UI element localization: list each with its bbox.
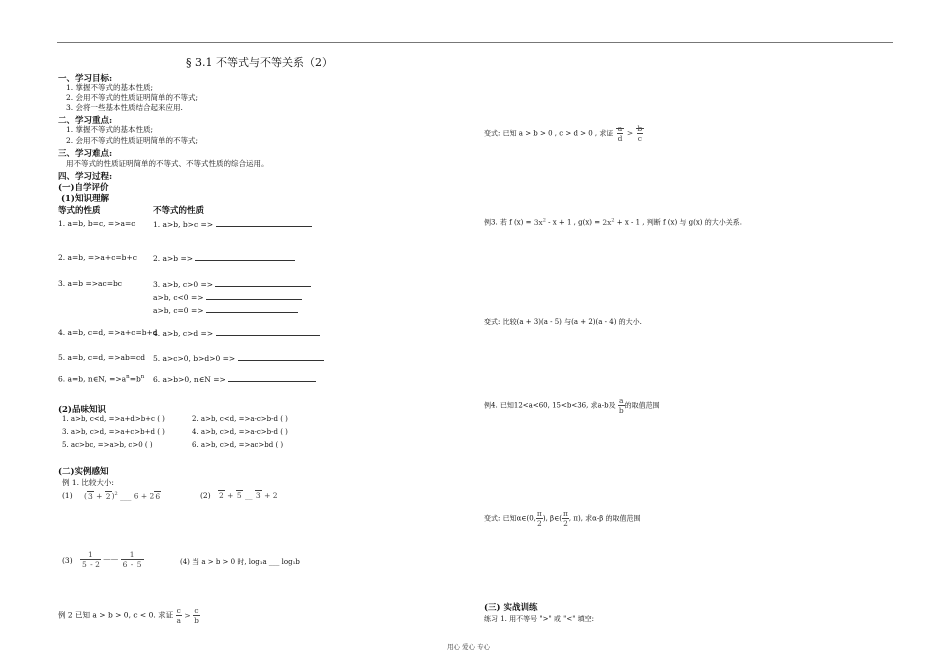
question-2-label: (2)	[200, 491, 211, 500]
variant-3: 变式: 已知α∈(0, $\frac{\pi}{2}$ ), β∈( $\frac{\pi}{2}$ , π), 求α-β 的取值范围	[484, 509, 641, 528]
inequality-property: 2. a>b =>	[153, 253, 295, 263]
answer-blank[interactable]	[206, 292, 302, 300]
variant-1: 变式: 已知 a > b > 0 , c > d > 0 , 求证 $\frac{a}{d}$ > $\frac{b}{c}$	[484, 124, 643, 143]
judge-item: 4. a>b, c>d, =>a-c>b-d ( )	[192, 428, 288, 436]
answer-blank[interactable]	[216, 219, 312, 227]
judge-item: 1. a>b, c<d, =>a+d>b+c ( )	[62, 415, 165, 423]
question-4: (4) 当 a > b > 0 时, log₁a ___ log₁b	[180, 558, 300, 566]
focus-heading: 二、学习重点:	[58, 116, 113, 126]
goals-item: 2. 会用不等式的性质证明简单的不等式;	[66, 93, 199, 102]
practice-heading: (三) 实战训练	[484, 603, 538, 613]
equality-property: 6. a=b, n∈N, $=>a^n=b^n$	[58, 374, 145, 384]
page-title: § 3.1 不等式与不等关系（2）	[186, 56, 333, 69]
answer-blank[interactable]	[216, 328, 320, 336]
variant-2: 变式: 比较(a + 3)(a - 5) 与(a + 2)(a - 4) 的大小.	[484, 318, 642, 326]
page-footer: 用心 爱心 专心	[447, 643, 491, 651]
judge-item: 3. a>b, c>d, =>a+c>b+d ( )	[62, 428, 165, 436]
inequality-property: a>b, c=0 =>	[153, 305, 298, 315]
answer-blank[interactable]	[238, 353, 324, 361]
question-1-label: (1)	[62, 491, 73, 500]
equality-property: 3. a=b =>ac=bc	[58, 279, 123, 288]
example-1: 例 1. 比较大小:	[62, 478, 114, 487]
goals-item: 1. 掌握不等式的基本性质;	[66, 83, 154, 92]
judge-item: 6. a>b, c>d, =>ac>bd ( )	[192, 441, 284, 449]
answer-blank[interactable]	[215, 279, 311, 287]
example-2: 例 2 已知 a > b > 0, c < 0. 求证 $\frac{c}{a}$ > $\frac{c}{b}$	[58, 606, 199, 625]
inequality-property: 5. a>c>0, b>d>0 =>	[153, 353, 324, 363]
equality-property: 1. a=b, b=c, =>a=c	[58, 219, 136, 228]
question-3-label: (3)	[62, 556, 73, 565]
judge-item: 2. a>b, c<d, =>a-c>b-d ( )	[192, 415, 288, 423]
example-4: 例4. 已知12<a<60, 15<b<36, 求a-b及 $\frac{a}{b}$ 的取值范围	[484, 396, 660, 415]
focus-item: 1. 掌握不等式的基本性质;	[66, 125, 154, 134]
taste-heading: (2)品味知识	[58, 405, 106, 415]
knowledge-heading: (1)知识理解	[61, 194, 109, 204]
answer-blank[interactable]	[206, 305, 298, 313]
goals-item: 3. 会将一些基本性质结合起来应用.	[66, 103, 183, 112]
equality-property: 2. a=b, =>a+c=b+c	[58, 253, 137, 262]
example-3: 例3. 若 f $(x) = 3x^2 - x + 1$ , $g(x) = 2x^2 + x - 1$ , 判断 f (x) 与 g(x) 的大小关系.	[484, 217, 742, 227]
inequality-property: 6. a>b>0, n∈N =>	[153, 374, 316, 384]
examples-heading: (二)实例感知	[58, 467, 109, 477]
answer-blank[interactable]	[228, 374, 316, 382]
answer-blank[interactable]	[195, 253, 295, 261]
question-2-expression: 2 + 5 __ 3 + 2	[219, 491, 278, 500]
inequality-property: a>b, c<0 =>	[153, 292, 302, 302]
judge-item: 5. ac>bc, =>a>b, c>0 ( )	[62, 441, 153, 449]
question-3-expression: $\frac{1}{5 - 2}$ —— $\frac{1}{6 - 5}$	[82, 550, 142, 569]
difficulty-heading: 三、学习难点:	[58, 149, 113, 159]
top-rule	[57, 42, 893, 43]
inequality-property: 4. a>b, c>d =>	[153, 328, 320, 338]
equality-property: 4. a=b, c=d, =>a+c=b+d	[58, 328, 158, 337]
difficulty-text: 用不等式的性质证明简单的不等式、不等式性质的综合运用。	[66, 159, 269, 168]
equality-column-heading: 等式的性质	[58, 206, 101, 216]
inequality-property: 3. a>b, c>0 =>	[153, 279, 311, 289]
inequality-property: 1. a>b, b>c =>	[153, 219, 312, 229]
process-heading: 四、学习过程:	[58, 172, 113, 182]
focus-item: 2. 会用不等式的性质证明简单的不等式;	[66, 136, 199, 145]
inequality-column-heading: 不等式的性质	[153, 206, 205, 216]
goals-heading: 一、学习目标:	[58, 74, 113, 84]
question-1-expression: $(3 + 2)^2$ ___ 6 + 26	[84, 491, 161, 501]
practice-1: 练习 1. 用不等号 ">" 或 "<" 填空:	[484, 615, 594, 623]
self-eval-heading: (一)自学评价	[58, 183, 109, 193]
equality-property: 5. a=b, c=d, =>ab=cd	[58, 353, 146, 362]
